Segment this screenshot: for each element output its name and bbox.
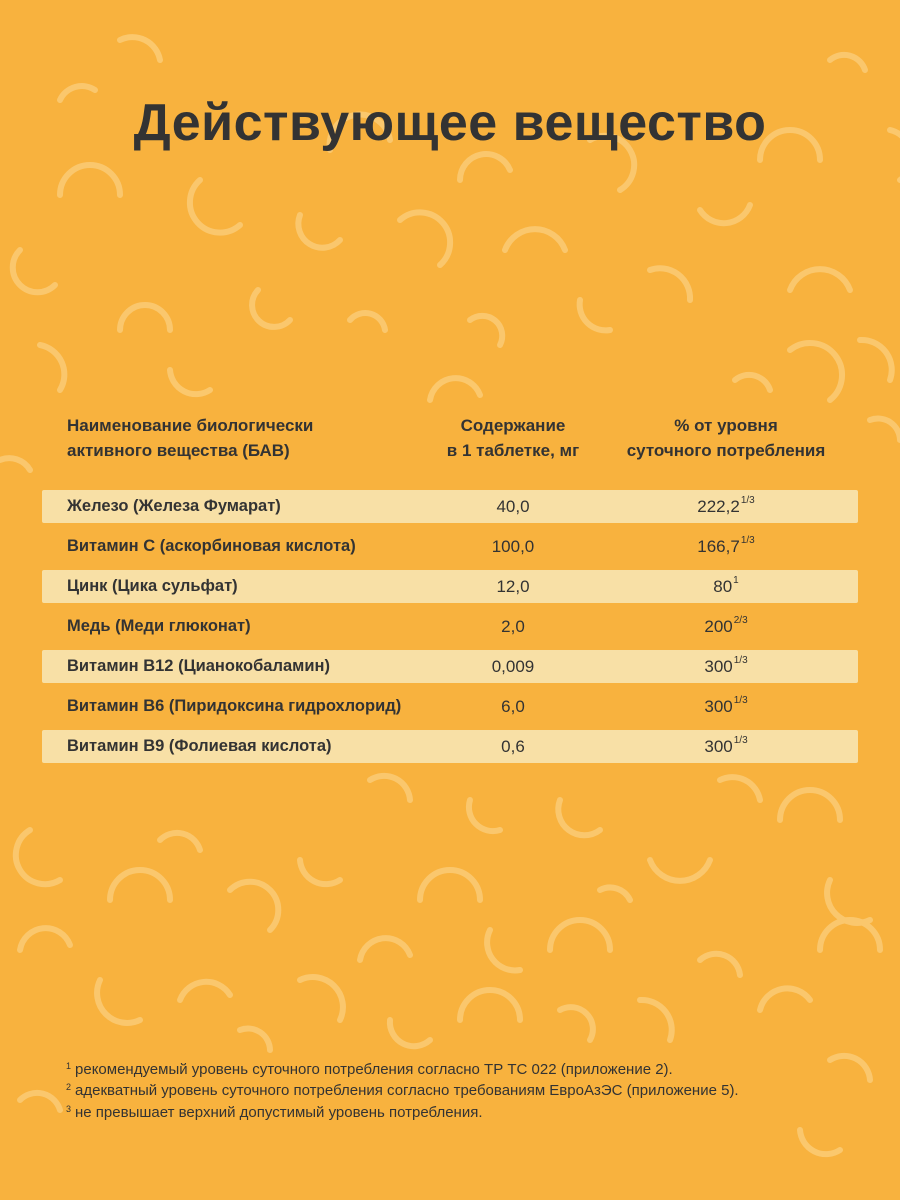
composition-table [42, 414, 858, 770]
row-substance: Витамин С (аскорбиновая кислота) [67, 537, 356, 555]
row-percent [588, 574, 858, 597]
percent-value: 166,7 [697, 536, 740, 556]
row-percent [588, 694, 858, 717]
row-content: 100,0 [491, 536, 535, 556]
percent-value: 222,2 [697, 496, 740, 516]
footnote-text: не превышает верхний допустимый уровень потребления. [75, 1103, 483, 1121]
footnote [66, 1060, 866, 1080]
percent-footnote-ref: 2/3 [733, 614, 748, 626]
table-row [42, 690, 858, 723]
percent-footnote-ref: 1 [733, 574, 739, 586]
row-percent [588, 654, 858, 677]
percent-footnote-ref: 1/3 [733, 734, 748, 746]
row-content: 0,009 [491, 656, 535, 676]
page-title: Действующее вещество [133, 93, 767, 152]
percent-value: 300 [704, 736, 733, 756]
row-percent [588, 734, 858, 757]
row-percent [588, 614, 858, 637]
footnote-number: 1 [66, 1061, 72, 1071]
table-row [42, 490, 858, 523]
table-header [42, 414, 858, 490]
footnote-text: адекватный уровень суточного потребления согласно требованиям ЕвроАзЭС (приложение 5). [75, 1082, 739, 1100]
table-row [42, 570, 858, 603]
row-substance: Витамин В9 (Фолиевая кислота) [67, 737, 332, 755]
percent-footnote-ref: 1/3 [733, 694, 748, 706]
row-percent [588, 534, 858, 557]
row-substance: Цинк (Цика сульфат) [67, 577, 238, 595]
percent-footnote-ref: 1/3 [733, 654, 748, 666]
footnote [66, 1081, 866, 1101]
percent-value: 80 [713, 576, 733, 596]
table-body [42, 490, 858, 763]
row-content: 12,0 [496, 576, 530, 596]
footnote-number: 3 [66, 1103, 72, 1114]
footnote-number: 2 [66, 1082, 72, 1093]
table-row [42, 650, 858, 683]
footnote-text: рекомендуемый уровень суточного потребления согласно ТР ТС 022 (приложение 2). [75, 1061, 673, 1078]
percent-footnote-ref: 1/3 [740, 494, 755, 506]
row-content: 40,0 [496, 496, 530, 516]
row-content: 6,0 [501, 696, 525, 716]
percent-value: 200 [704, 616, 733, 636]
table-row [42, 530, 858, 563]
header-substance-name: Наименование биологически активного вещества (БАВ) [67, 416, 314, 460]
table-row [42, 730, 858, 763]
percent-value: 300 [704, 696, 733, 716]
row-substance: Витамин В12 (Цианокобаламин) [67, 657, 330, 675]
footnote [66, 1103, 866, 1123]
percent-footnote-ref: 1/3 [740, 534, 755, 546]
row-substance: Медь (Меди глюконат) [67, 617, 251, 635]
table-row [42, 610, 858, 643]
row-content: 2,0 [501, 616, 525, 636]
header-content-mg: Содержание в 1 таблетке, мг [446, 416, 580, 460]
percent-value: 300 [704, 656, 733, 676]
footnotes [66, 1060, 866, 1124]
row-substance: Железо (Железа Фумарат) [67, 497, 281, 515]
header-daily-percent: % от уровня суточного потребления [626, 416, 826, 460]
row-substance: Витамин В6 (Пиридоксина гидрохлорид) [67, 697, 402, 715]
row-percent [588, 494, 858, 517]
row-content: 0,6 [501, 736, 525, 756]
